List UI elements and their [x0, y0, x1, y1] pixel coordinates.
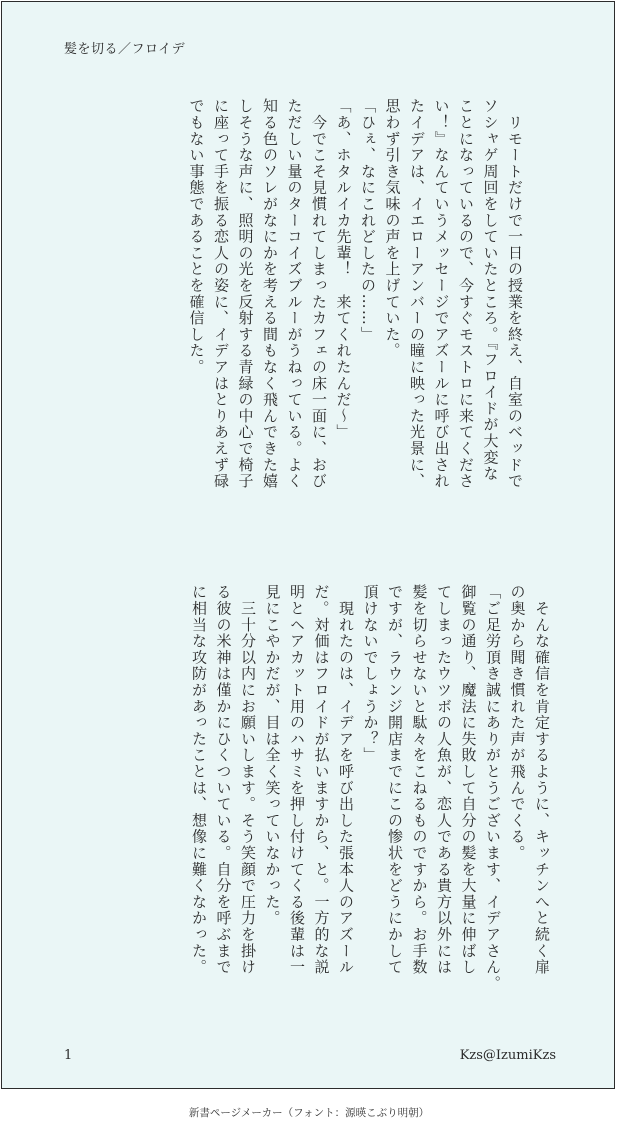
- paragraph: 三十分以内にお願いします。そう笑顔で圧力を掛け る彼の米神は僅かにひくついている。自分を呼ぶまで に相当な攻防があったことは、想像に難くなかった。: [190, 584, 257, 976]
- paragraph: リモートだけで一日の授業を終え、自室のベッドで ソシャゲ周回をしていたところ。『フロイドが大変な ことになっているので、今すぐモストロに来てくださ い！』なんていうメッセージでアズールに呼び出され たイデアは、イエローアンバーの瞳に映った光景に、 思わず引き気味の声を上げていた。: [383, 98, 524, 490]
- page-number: 1: [64, 1048, 73, 1063]
- text-column-top: [57, 98, 527, 528]
- page-title: 髪を切る／フロイデ: [64, 42, 186, 57]
- dialogue-line: 「ひぇ、なにこれどしたの……」: [359, 98, 377, 343]
- paragraph: そんな確信を肯定するように、キッチンへと続く扉 の奥から聞き慣れた声が飛んでくる。: [508, 584, 551, 976]
- paragraph: 現れたのは、イデアを呼び出した張本人のアズール だ。対価はフロイドが払いますから、と。一方的な説 明とヘアカット用のハサミを押し付けてくる後輩は一 見にこやかだが、目は全く笑っていなかった。: [263, 584, 355, 976]
- paragraph: 今でこそ見慣れてしまったカフェの床一面に、おび ただしい量のターコイズブルーがうねっている。よく 知る色のソレがなにかを考える間もなく飛んできた嬉 しそうな声に、照明の光を反射する青緑の中心で椅子 に座って手を振る恋人の姿に、イデアはとりあえず碌 でもない事態であることを確信した。: [187, 98, 328, 490]
- dialogue-line: 「あ、ホタルイカ先輩！ 来てくれたんだ～」: [334, 98, 353, 441]
- footer-credit: 新書ページメーカー（フォント：源暎こぶり明朝）: [188, 1107, 430, 1119]
- novel-page: [1, 1, 615, 1089]
- author-handle: Kzs@IzumiKzs: [459, 1048, 556, 1063]
- dialogue-line: 「ご足労頂き誠にありがとうございます、イデアさん。 御覧の通り、魔法に失敗して自分の髪を大量に伸ばし てしまったウツボの人魚が、恋人である貴方以外には 髪を切らせないと駄々をこねるものですから。お手数 ですが、ラウンジ開店までにこの惨状をどうにかして 頂けないでしょうか？」: [361, 584, 502, 992]
- text-column-bottom: [54, 584, 554, 1004]
